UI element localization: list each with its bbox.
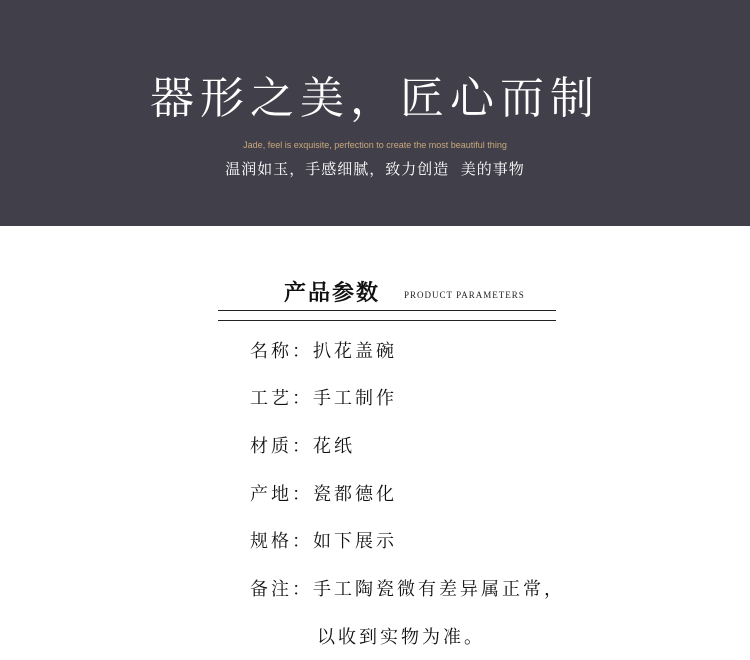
param-row-material: 材质：花纸 bbox=[250, 436, 355, 457]
parameters-heading-en: PRODUCT PARAMETERS bbox=[404, 290, 525, 300]
heading-divider-top bbox=[218, 310, 556, 311]
heading-divider-bottom bbox=[218, 320, 556, 321]
param-row-name: 名称：扒花盖碗 bbox=[250, 341, 397, 362]
parameters-heading-zh: 产品参数 bbox=[284, 280, 381, 306]
hero-banner bbox=[0, 0, 750, 226]
param-row-note-continuation: 以收到实物为准。 bbox=[317, 627, 485, 648]
banner-english-tagline: Jade, feel is exquisite, perfection to create the most beautiful thing bbox=[243, 140, 507, 150]
banner-chinese-tagline: 温润如玉，手感细腻，致力创造 美的事物 bbox=[225, 160, 525, 178]
param-row-origin: 产地：瓷都德化 bbox=[250, 484, 397, 505]
param-row-spec: 规格：如下展示 bbox=[250, 531, 397, 552]
parameters-heading bbox=[218, 276, 556, 310]
banner-title: 器形之美，匠心而制 bbox=[150, 73, 600, 124]
param-row-craft: 工艺：手工制作 bbox=[250, 388, 397, 409]
param-row-note: 备注：手工陶瓷微有差异属正常， bbox=[250, 579, 565, 600]
